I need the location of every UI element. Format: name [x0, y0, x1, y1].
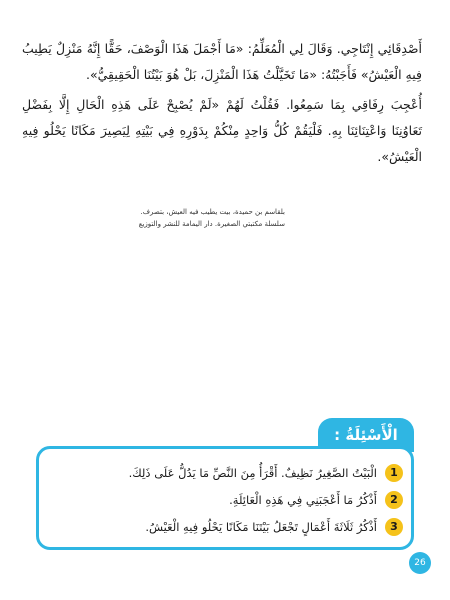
story-paragraph: أُعْجِبَ رِفَاقِي بِمَا سَمِعُوا. فَقُلْتُ لَهُمْ «لَمْ يُصْبِحْ عَلَى هَذِهِ الْحَالِ إِلَّا بِفَضْلِ تَعَاوُنِنَا وَاعْتِنَائِنَا بِهِ. فَلْيَقُمْ كُلُّ وَاحِدٍ مِنْكُمْ بِدَوْرِهِ فِي بَيْتِهِ لِيَصِيرَ مَكَانًا يَحْلُو فِيهِ الْعَيْشُ».: [22, 97, 422, 164]
question-item: [49, 489, 403, 511]
question-text: أَذْكُرُ مَا أَعْجَبَنِي فِي هَذِهِ الْعَائِلَةِ.: [229, 493, 377, 507]
question-number-badge: 1: [385, 464, 403, 482]
source-line: بلقاسم بن حميدة، بيت يطيب فيه العيش، بتصرف.: [140, 208, 285, 216]
story-paragraph: أَصْدِقَائِي إِنْتَاجِي. وَقَالَ لِي الْمُعَلِّمُ: «مَا أَجْمَلَ هَذَا الْوَصْفَ، حَقًّا إِنَّهُ مَنْزِلٌ يَطِيبُ فِيهِ الْعَيْشُ» فَأَجَبْتُهُ: «مَا تَخَيَّلْتُ هَذَا الْمَنْزِلَ، بَلْ هُوَ بَيْتُنَا الْحَقِيقِيُّ».: [22, 41, 422, 82]
page-number: 26: [409, 552, 431, 574]
story-text: [22, 36, 422, 174]
question-item: [49, 462, 403, 484]
source-line: سلسلة مكتبتي الصغيرة. دار اليمامة للنشر والتوزيع: [138, 220, 285, 228]
question-number-badge: 3: [385, 518, 403, 536]
questions-box: [36, 446, 414, 550]
question-text: أَذْكُرُ ثَلَاثَةَ أَعْمَالٍ تَجْعَلُ بَيْتَنَا مَكَانًا يَحْلُو فِيهِ الْعَيْشُ.: [145, 520, 377, 534]
question-item: [49, 516, 403, 538]
question-text: الْبَيْتُ الصَّغِيرُ نَظِيفٌ. أَقْرَأُ مِنَ النَّصِّ مَا يَدُلُّ عَلَى ذَلِكَ.: [128, 466, 377, 480]
source-citation: [60, 206, 285, 230]
questions-heading: الْأَسْئِلَةُ :: [318, 418, 414, 452]
question-number-badge: 2: [385, 491, 403, 509]
